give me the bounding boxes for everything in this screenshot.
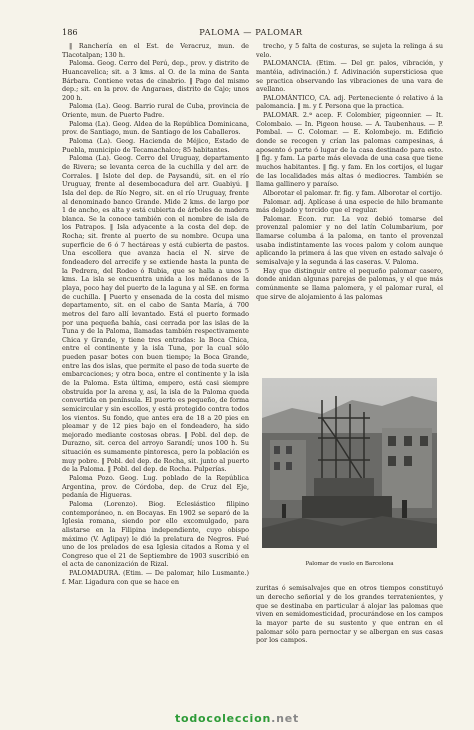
right-column bbox=[256, 42, 443, 301]
entry-paragraph: PALOMÁNTICO, CA. adj. Perteneciente ó relativo á la palomancia. ‖ m. y f. Persona que la practica. bbox=[256, 93, 443, 111]
entry-paragraph: Paloma (La). Geog. Cerro del Uruguay, departamento de Rivera; se levanta cerca de la cuchilla y del arr. de Corrales. ‖ Islote del dep. de Paysandú, sit. en el río Uruguay, frente al desembocadura del arr. Guabiyú. ‖ Isla del dep. de Río Negro, sit. en el río Uruguay, frente al denominado banco Grande. Mide 2 kms. de largo por 1 de ancho, es alta y está cubierta de árboles de madera blanca. Se la conoce también con el nombre de isla de los Patrapos. ‖ Isla adyacente a la costa del dep. de Rocha; sit. frente al puerto de su nombre. Ocupa una superficie de 6 ó 7 hectáreas y está cubierta de pastos. Una escollera que avanza hacia el N. sirve de fondeadero del arrecife y se extiende hasta la punta de la Pedrera, del Rodeo ó Rubia, que se halla a unos 5 kms. La isla se encuentra unida a los médanos de la playa, poco hay del puerto de la laguna y al SE. en forma de cuchilla. ‖ Puerto y ensenada de la costa del mismo departamento, sit. en el cabo de Santa María, á 700 metros del faro allí levantado. Está el puerto formado por una pequeña bahía, casi cerrada por las islas de la Tuna y de la Paloma, llamadas también respectivamente Chica y Grande, y tiene tres entradas: la Boca Chica, entre el continente y la isla Tuna, por la cual sólo pueden pasar botes con buen tiempo; la Boca Grande, entre las dos islas, que permite el paso de toda suerte de embarcaciones; y otra boca, entre el continente y la isla de la Paloma. Esta última, empero, está casi siempre obstruída por la arena y, así, la isla de la Paloma queda convertida en península. El puerto es pequeño, de forma semicircular y sin escollos, y está protegido contra todos los vientos. Su fondo, que antes era de 18 a 20 pies en pleamar y de 12 pies bajo en el fondeadero, ha sido mejorado mediante costosas obras. ‖ Pobl. del dep. de Durazno, sit. cerca del arroyo Sarandí; unos 100 h. Su situación es sumamente pintoresca, pero la población es muy pobre. ‖ Pobl. del dep. de Rocha, sit. junto al puerto de la Paloma. ‖ Pobl. del dep. de Rocha. Pulperías. bbox=[62, 154, 249, 474]
watermark-brand: todocoleccion bbox=[174, 712, 272, 725]
watermark-suffix: .net bbox=[271, 712, 300, 725]
photograph bbox=[262, 378, 437, 548]
entry-paragraph: Paloma (La). Geog. Hacienda de Méjico, Estado de Puebla, municipio de Tecamachalco; 85 habitantes. bbox=[62, 137, 249, 154]
page-title: PALOMA — PALOMAR bbox=[199, 27, 303, 37]
watermark bbox=[0, 712, 474, 725]
left-column bbox=[62, 42, 249, 586]
entry-paragraph: Hay que distinguir entre el pequeño palomar casero, donde anidan algunas parejas de palomas, y el que más comúnmente se llama palomera, y el palomar rural, el que sirve de alojamiento á las palomas bbox=[256, 266, 443, 301]
entry-paragraph: Paloma. Geog. Cerro del Perú, dep., prov. y distrito de Huancavelica; sit. a 3 kms. al O. de la mina de Santa Bárbara. Contiene vetas de cinabrio. ‖ Pago del mismo dep.; sit. en la prov. de Angaraes, distrito de Cajo; unos 200 h. bbox=[62, 59, 249, 102]
entry-paragraph: trecho, y 5 falta de costuras, se sujeta la relinga á su velo. bbox=[256, 42, 443, 59]
entry-paragraph: ‖ Ranchería en el Est. de Veracruz, mun. de Tlacotalpan; 130 h. bbox=[62, 42, 249, 59]
entry-paragraph: Paloma (Lorenzo). Biog. Eclesiástico filipino contemporáneo, n. en Bocayas. En 1902 se separó de la Iglesia romana, siendo por ello excomulgado, para alistarse en la Filipina independiente, cuyo obispo máximo (V. Aglipay) le dió la prelatura de Negros. Fué uno de los prelados de esa Iglesia citados a Roma y el Congreso que el 21 de Septiembre de 1903 suscribió en el acta de canonización de Rizal. bbox=[62, 499, 249, 569]
entry-paragraph: Paloma (La). Geog. Barrio rural de Cuba, provincia de Oriente, mun. de Puerto Padre. bbox=[62, 102, 249, 120]
page-header bbox=[62, 27, 440, 39]
pigeon-loft-photo bbox=[262, 378, 437, 548]
entry-paragraph: zuritas ó semisalvajes que en otros tiempos constituyó un derecho señorial y de los grandes terratenientes, y que se destinaba en particular á alojar las palomas que viven en semidomesticidad, procurándose en los campos la mayor parte de su sustento y que entran en el palomar sólo para pernoctar y se albergan en sus casas por los campos. bbox=[256, 584, 443, 645]
page-number: 186 bbox=[62, 27, 78, 37]
entry-paragraph: PALOMANCIA. (Etim. — Del gr. palos, vibración, y mantéia, adivinación.) f. Adivinación supersticiosa que se practica observando las vibraciones de una vara de avellano. bbox=[256, 59, 443, 94]
entry-paragraph: Paloma (La). Geog. Aldea de la República Dominicana, prov. de Santiago, mun. de Santiago de los Caballeros. bbox=[62, 119, 249, 137]
photo-figure bbox=[262, 378, 437, 555]
entry-paragraph: PALOMAR. 2.ª acep. F. Colombier, pigeonnier. — It. Colombaio. — In. Pigeon house. — A. Taubenhaus. — P. Pombal. — C. Colomar. — E. Kolombejo. m. Edificio donde se recogen y crían las palomas campesinas, á aposento ó parte ó lugar de la casa destinado para esto. ‖ fig. y fam. La parte más elevada de una casa que tiene muchos habitantes. ‖ fig. y fam. En los cortijos, el lugar de las localidades más altas ó mediocres. También se llama gallinero y paraíso. bbox=[256, 111, 443, 189]
entry-paragraph: Paloma Pozo. Geog. Lug. poblado de la República Argentina, prov. de Córdoba, dep. de Cruz del Eje, pedanía de Higueras. bbox=[62, 474, 249, 500]
photo-caption: Palomar de vuelo en Barcelona bbox=[305, 561, 394, 567]
entry-paragraph: Alborotar el palomar. fr. fig. y fam. Alborotar el cortijo. bbox=[263, 188, 442, 197]
entry-paragraph: PALOMADURA. (Etim. — De palomar, hilo Lusmante.) f. Mar. Ligadura con que se hace en bbox=[62, 569, 249, 586]
entry-paragraph: Palomar. Econ. rur. La voz debió tomarse del provenzal palomier y no del latín Columbarium, por llamarse columba á la paloma, en tanto el provenzal usaba indistintamente las voces palom y colom aunque aplicando la primera á las que viven en estado salvaje ó semisalvaje y la segunda á las caseras. V. Paloma. bbox=[256, 214, 443, 267]
right-column-continued bbox=[256, 578, 443, 651]
entry-paragraph: Palomar. adj. Aplícase á una especie de hilo bramante más delgado y torcido que el regular. bbox=[256, 197, 443, 215]
